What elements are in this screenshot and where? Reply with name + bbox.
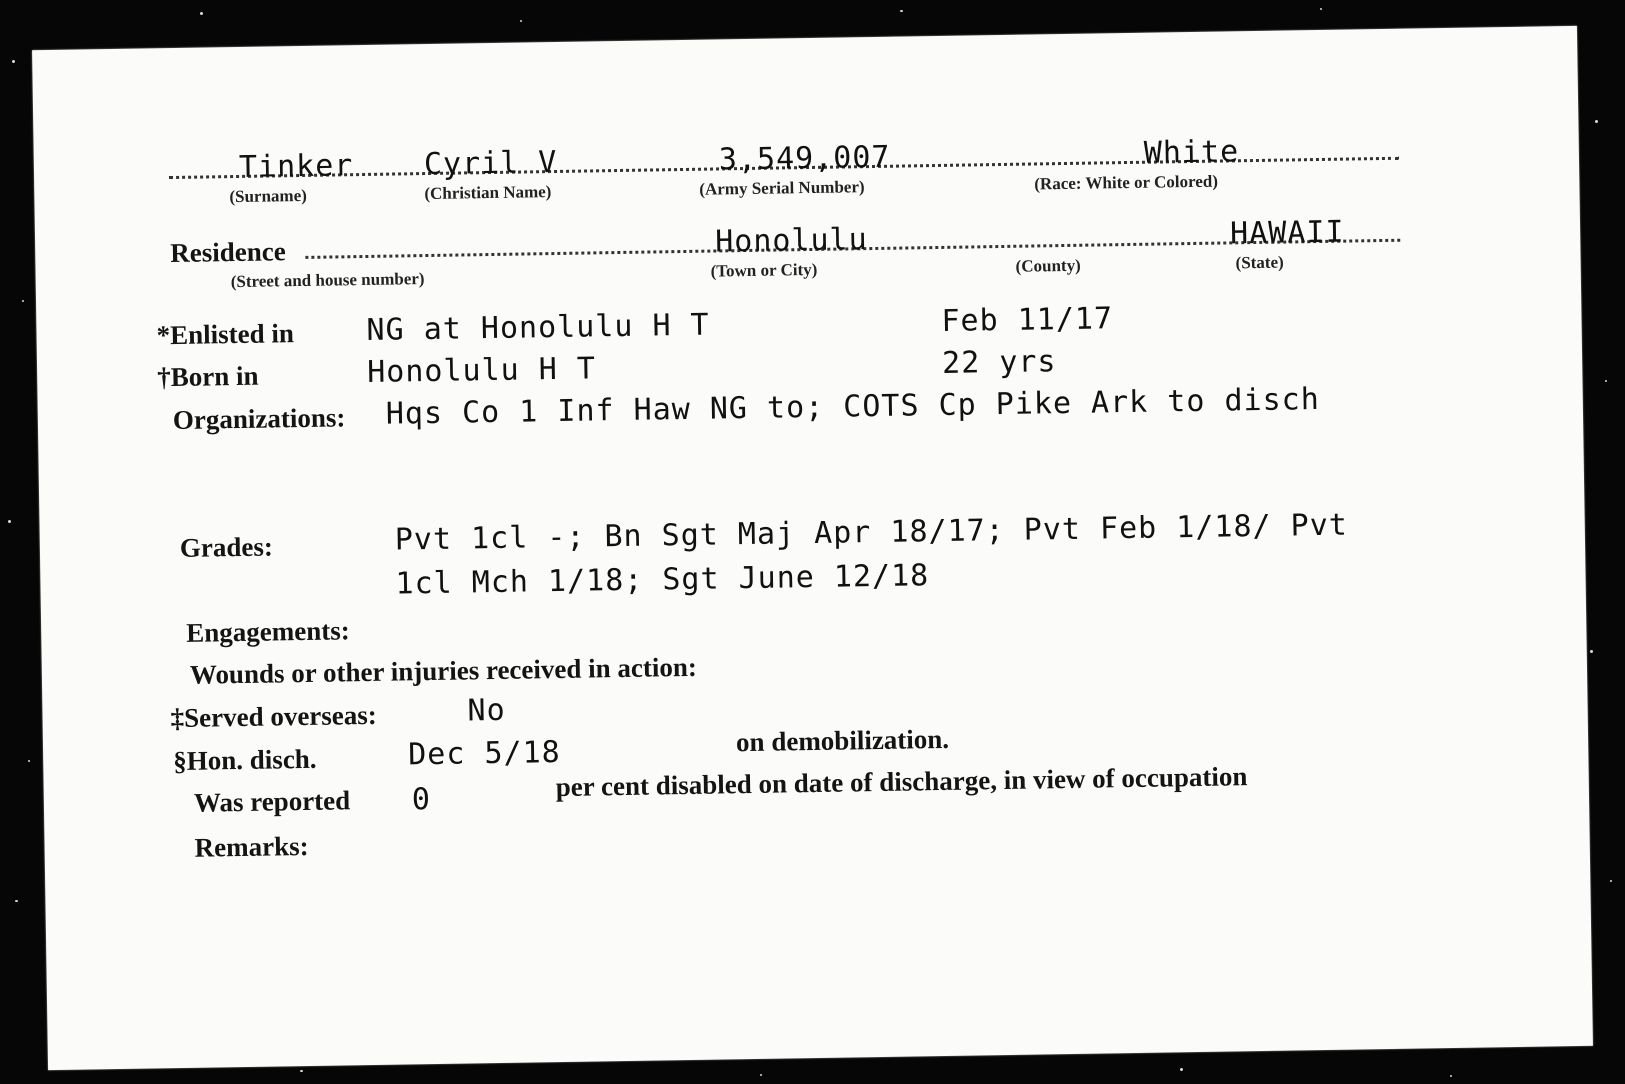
scan-speck — [520, 20, 522, 22]
race-caption: (Race: White or Colored) — [1034, 171, 1219, 194]
scan-speck — [12, 60, 15, 63]
remarks-label: Remarks: — [194, 830, 309, 863]
hon-disch-date: Dec 5/18 — [407, 734, 561, 773]
scan-speck — [1595, 120, 1598, 123]
scan-speck — [22, 300, 24, 302]
hon-disch-note: on demobilization. — [735, 723, 950, 758]
county-caption: (County) — [1015, 255, 1081, 276]
scan-speck — [1450, 1075, 1452, 1077]
served-overseas-label: ‡Served overseas: — [170, 699, 378, 734]
scan-speck — [28, 760, 30, 762]
scan-speck — [1610, 880, 1612, 882]
organizations-label: Organizations: — [172, 402, 346, 436]
wounds-label: Wounds or other injuries received in action: — [189, 651, 698, 690]
surname-caption: (Surname) — [229, 185, 308, 207]
enlisted-value: NG at Honolulu H T — [366, 307, 710, 348]
scan-speck — [8, 520, 11, 523]
enlisted-label: *Enlisted in — [156, 318, 295, 351]
scan-speck — [1605, 380, 1607, 382]
grades-line-2: 1cl Mch 1/18; Sgt June 12/18 — [395, 558, 930, 602]
serial-number-caption: (Army Serial Number) — [699, 177, 865, 199]
scan-speck — [1320, 8, 1322, 10]
surname-value: Tinker — [238, 148, 354, 185]
hon-disch-label: §Hon. disch. — [173, 743, 317, 777]
engagements-label: Engagements: — [186, 615, 350, 648]
scan-speck — [900, 10, 903, 12]
grades-line-1: Pvt 1cl -; Bn Sgt Maj Apr 18/17; Pvt Feb 1/18/ Pvt — [394, 507, 1349, 558]
disability-value: 0 — [411, 782, 432, 818]
service-record-card — [32, 26, 1593, 1070]
served-overseas-value: No — [467, 692, 506, 729]
scan-speck — [15, 900, 18, 902]
disability-note: per cent disabled on date of discharge, in view of occupation — [555, 761, 1248, 803]
town-caption: (Town or City) — [710, 259, 818, 281]
born-value: Honolulu H T — [366, 351, 597, 390]
street-caption: (Street and house number) — [230, 269, 425, 292]
christian-name-caption: (Christian Name) — [424, 182, 552, 204]
scan-speck — [200, 12, 203, 15]
enlisted-date: Feb 11/17 — [941, 301, 1114, 339]
organizations-value: Hqs Co 1 Inf Haw NG to; COTS Cp Pike Ark to disch — [385, 382, 1321, 432]
scan-speck — [300, 1070, 303, 1072]
scan-speck — [760, 1074, 762, 1076]
town-value: Honolulu — [714, 222, 868, 260]
christian-name-value: Cyril V — [423, 144, 558, 183]
serial-number-value: 3,549,007 — [718, 139, 891, 178]
state-value: HAWAII — [1229, 214, 1345, 252]
born-age: 22 yrs — [941, 344, 1057, 381]
state-caption: (State) — [1235, 252, 1284, 273]
residence-label: Residence — [170, 236, 286, 269]
scan-speck — [1180, 1068, 1183, 1071]
disability-label: Was reported — [193, 785, 351, 818]
scan-speck — [1590, 650, 1593, 653]
race-value: White — [1143, 134, 1240, 171]
grades-label: Grades: — [179, 531, 274, 563]
born-label: †Born in — [157, 360, 259, 393]
